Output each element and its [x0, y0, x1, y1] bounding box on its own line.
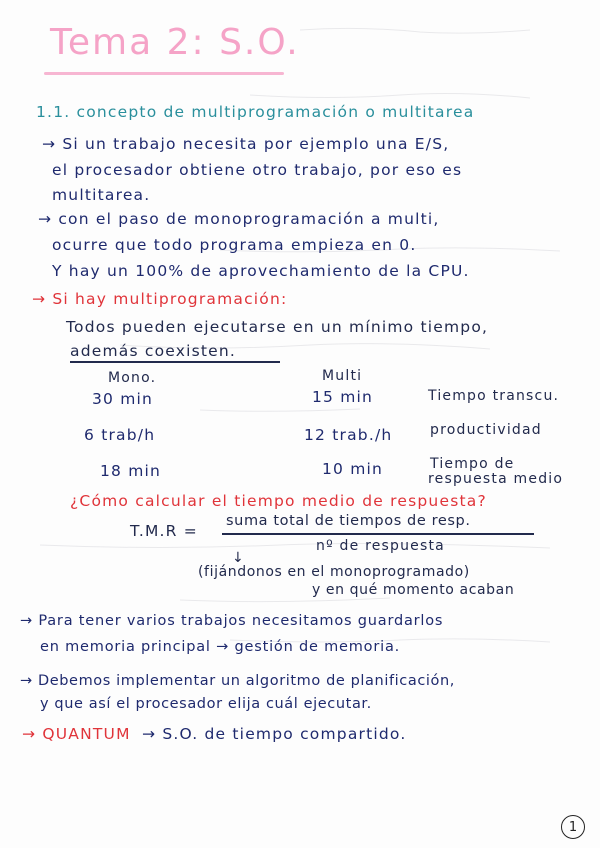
formula-denominator: nº de respuesta [316, 538, 445, 554]
row3-label-2: respuesta medio [428, 471, 564, 487]
formula-down-arrow: ↓ [232, 550, 245, 566]
page-number: 1 [561, 815, 585, 839]
para3-underline [70, 361, 280, 363]
para4-line-2: en memoria principal → gestión de memoria. [40, 639, 401, 655]
formula-note-2: y en qué momento acaban [312, 582, 515, 598]
row1-label: Tiempo transcu. [428, 388, 560, 404]
col-header-multi: Multi [322, 368, 363, 384]
quantum-keyword: → QUANTUM [22, 725, 131, 743]
para1-line-2: el procesador obtiene otro trabajo, por eso es [52, 161, 463, 179]
row3-multi: 10 min [322, 460, 384, 478]
title-underline [44, 72, 284, 75]
para5-line-2: y que así el procesador elija cuál ejecutar. [40, 696, 372, 712]
row1-multi: 15 min [312, 388, 374, 406]
row3-mono: 18 min [100, 462, 162, 480]
formula-note-1: (fijándonos en el monoprogramado) [198, 564, 470, 580]
col-header-mono: Mono. [108, 370, 157, 386]
para2-line-1: → con el paso de monoprogramación a multi, [38, 210, 440, 228]
row2-mono: 6 trab/h [84, 426, 156, 444]
para3-heading: → Si hay multiprogramación: [32, 290, 288, 308]
page-title: Tema 2: S.O. [50, 22, 300, 63]
para3-line-1: Todos pueden ejecutarse en un mínimo tiempo, [66, 318, 489, 336]
para2-line-2: ocurre que todo programa empieza en 0. [52, 236, 417, 254]
question: ¿Cómo calcular el tiempo medio de respuesta? [70, 492, 487, 510]
formula-numerator: suma total de tiempos de resp. [226, 513, 471, 529]
para1-line-3: multitarea. [52, 186, 151, 204]
quantum-definition: → S.O. de tiempo compartido. [142, 725, 407, 743]
section-heading: 1.1. concepto de multiprogramación o multitarea [36, 103, 475, 121]
para2-line-3: Y hay un 100% de aprovechamiento de la CPU. [52, 262, 470, 280]
formula-lhs: T.M.R = [130, 522, 198, 540]
para4-line-1: → Para tener varios trabajos necesitamos guardarlos [20, 613, 444, 629]
row3-label-1: Tiempo de [430, 456, 515, 472]
fraction-bar [222, 533, 534, 535]
para5-line-1: → Debemos implementar un algoritmo de planificación, [20, 673, 456, 689]
para3-line-2: además coexisten. [70, 342, 237, 360]
para1-line-1: → Si un trabajo necesita por ejemplo una E/S, [42, 135, 450, 153]
row2-label: productividad [430, 422, 542, 438]
row1-mono: 30 min [92, 390, 154, 408]
row2-multi: 12 trab./h [304, 426, 393, 444]
